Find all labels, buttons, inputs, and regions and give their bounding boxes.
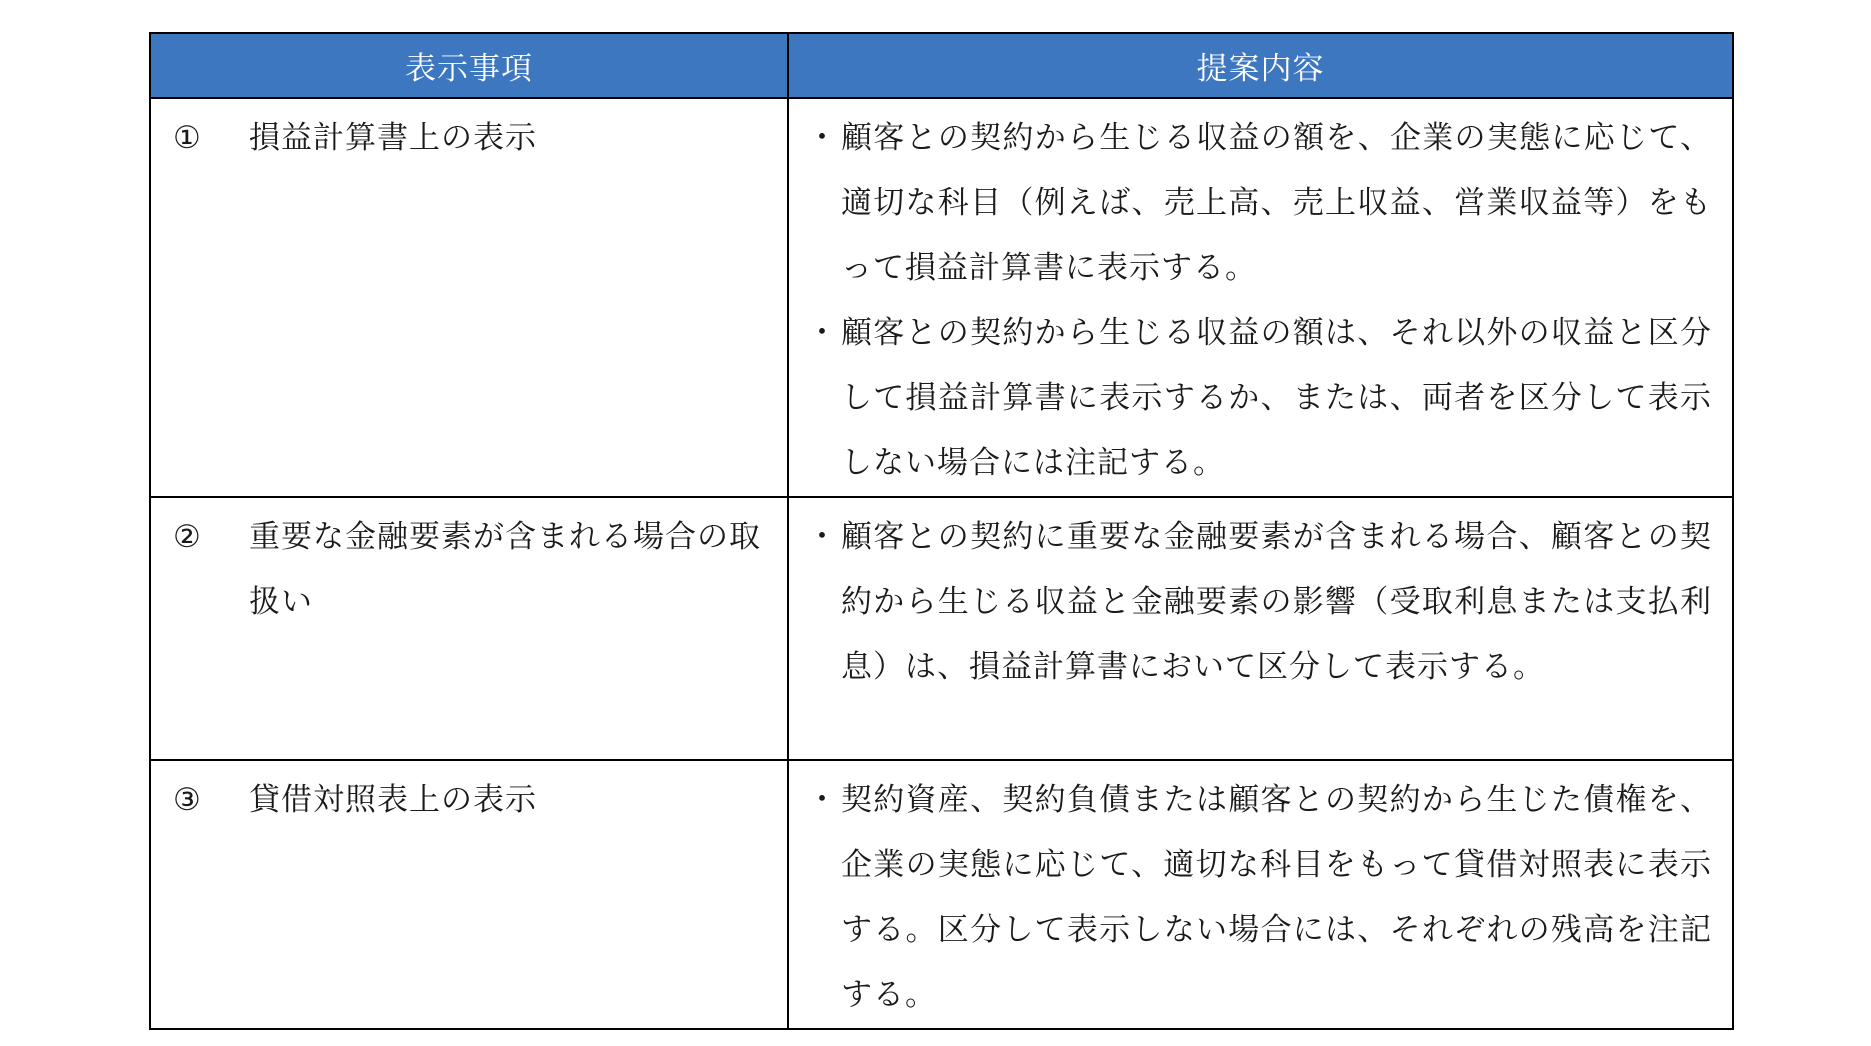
header-display-items: 表示事項 (150, 33, 788, 98)
bullet-item (803, 768, 1712, 1028)
table-row (150, 760, 1733, 1029)
proposal-table (149, 32, 1734, 1030)
item-cell (150, 98, 788, 497)
bullet-mark: ・ (806, 315, 838, 351)
bullet-item (803, 505, 1712, 700)
proposal-cell (788, 760, 1733, 1029)
item-label: 貸借対照表上の表示 (249, 782, 537, 818)
table-row (150, 497, 1733, 760)
proposal-table-container (149, 32, 1732, 1030)
bullet-mark: ・ (806, 782, 838, 818)
item-label: 重要な金融要素が含まれる場合の取扱い (249, 519, 761, 620)
proposal-cell (788, 98, 1733, 497)
item-number: ③ (173, 782, 201, 818)
bullet-text: 顧客との契約から生じる収益の額は、それ以外の収益と区分して損益計算書に表示するか、または、両者を区分して表示しない場合には注記する。 (841, 315, 1712, 481)
item-number: ① (173, 120, 201, 156)
bullet-mark: ・ (806, 120, 838, 156)
bullet-text: 契約資産、契約負債または顧客との契約から生じた債権を、企業の実態に応じて、適切な科目をもって貸借対照表に表示する。区分して表示しない場合には、それぞれの残高を注記する。 (841, 782, 1712, 1013)
header-proposal-content: 提案内容 (788, 33, 1733, 98)
bullet-mark: ・ (806, 519, 838, 555)
table-row (150, 98, 1733, 497)
item-cell (150, 760, 788, 1029)
item-cell (150, 497, 788, 760)
table-header-row (150, 33, 1733, 98)
bullet-text: 顧客との契約に重要な金融要素が含まれる場合、顧客との契約から生じる収益と金融要素の影響（受取利息または支払利息）は、損益計算書において区分して表示する。 (841, 519, 1712, 685)
item-label: 損益計算書上の表示 (249, 120, 537, 156)
item-number: ② (173, 519, 201, 555)
bullet-item (803, 106, 1712, 301)
bullet-text: 顧客との契約から生じる収益の額を、企業の実態に応じて、適切な科目（例えば、売上高、売上収益、営業収益等）をもって損益計算書に表示する。 (841, 120, 1712, 286)
bullet-item (803, 301, 1712, 496)
proposal-cell (788, 497, 1733, 760)
